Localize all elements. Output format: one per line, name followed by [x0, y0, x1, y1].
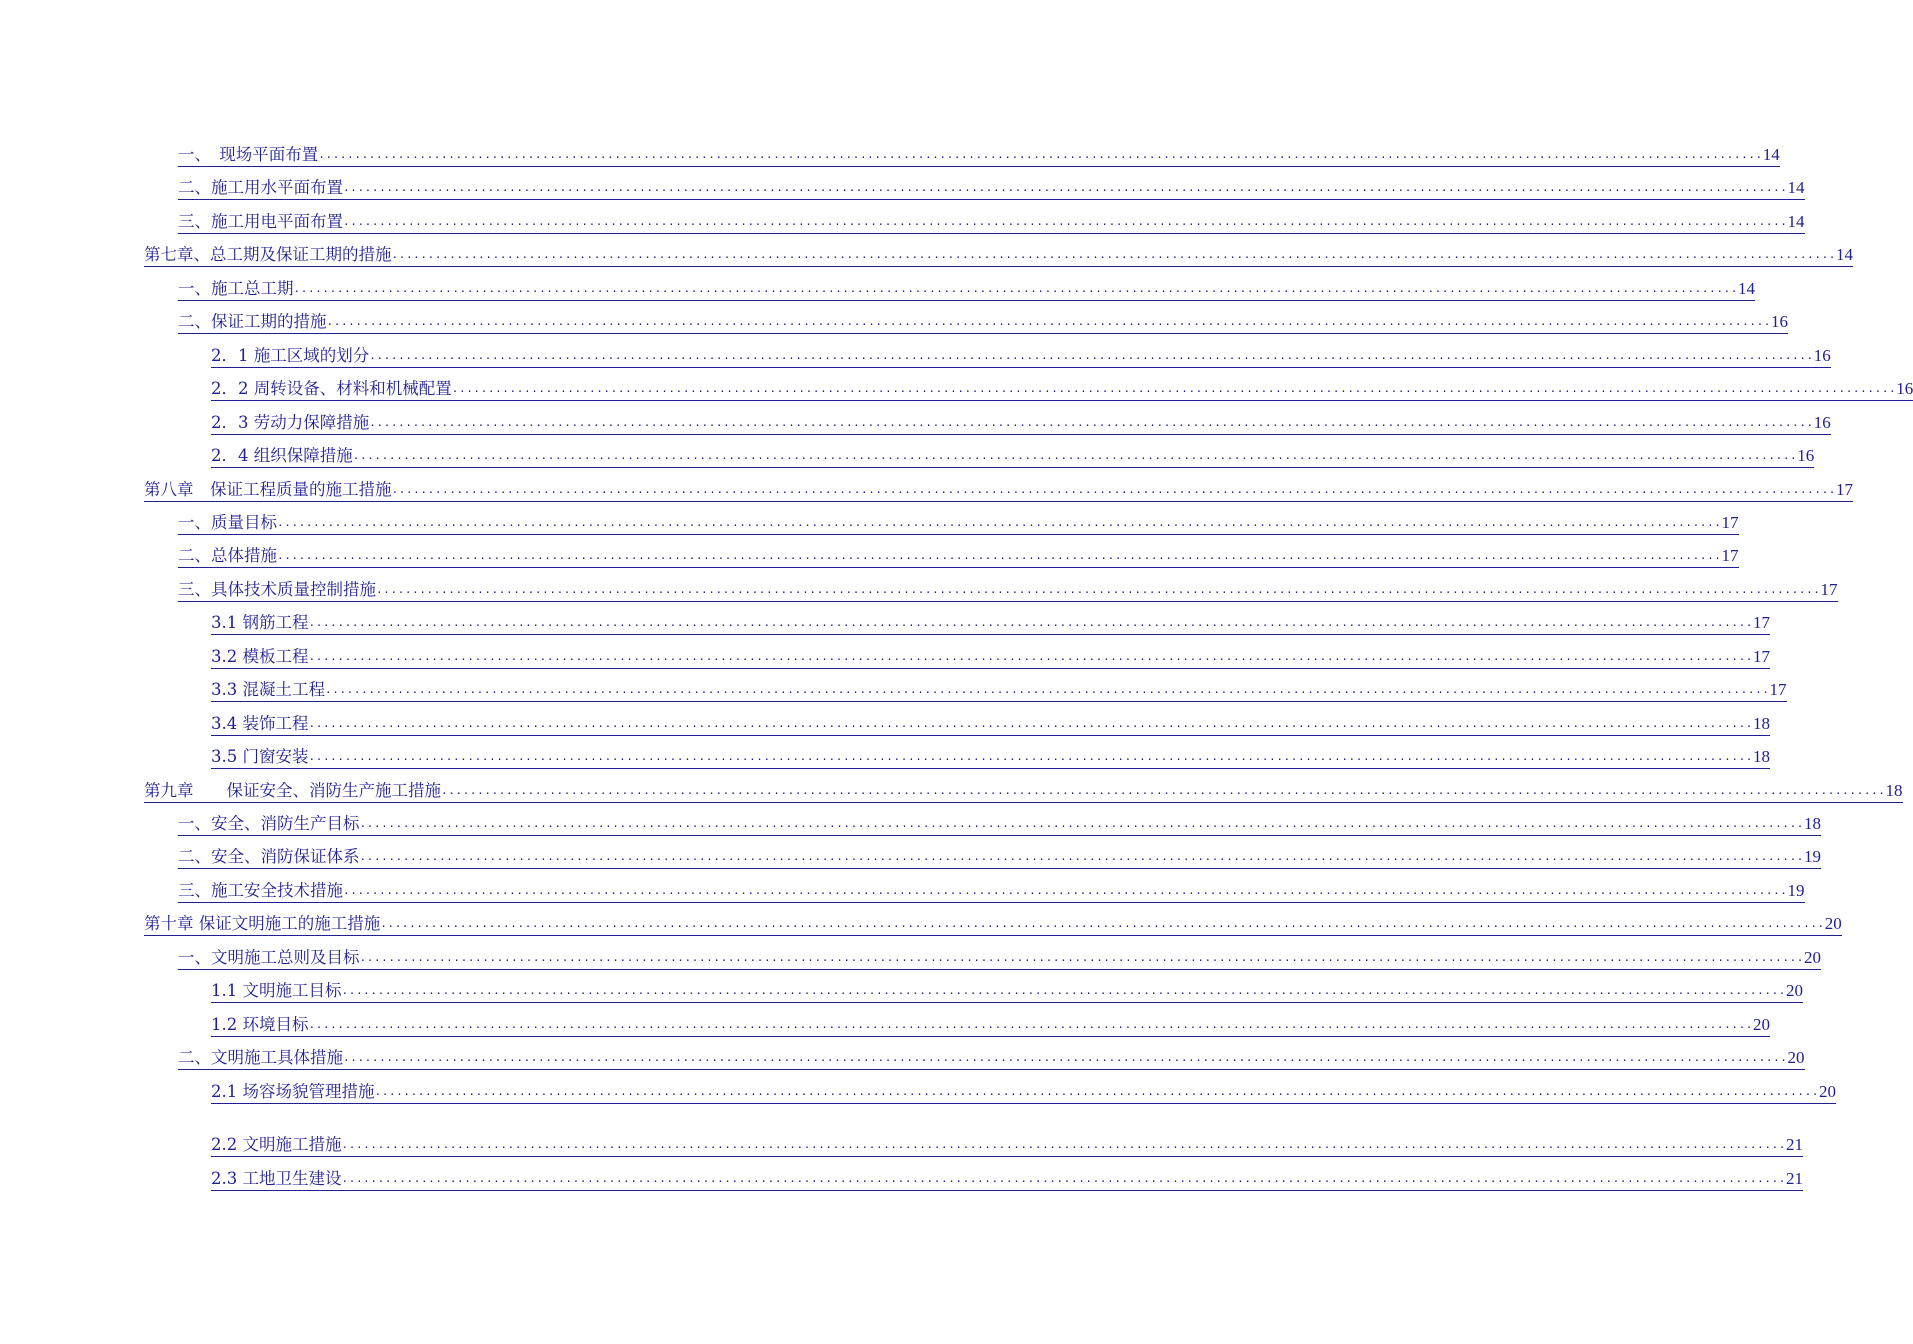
- toc-entry-page-number: 17: [1722, 513, 1739, 535]
- toc-entry-title: 三、施工安全技术措施: [178, 881, 343, 903]
- toc-entry-title: 二、保证工期的措施: [178, 312, 327, 334]
- toc-entry[interactable]: [178, 812, 1822, 836]
- toc-dot-leader: ........................................................................................................................................................................................................: [360, 948, 1805, 970]
- toc-entry-page-number: 20: [1788, 1048, 1805, 1070]
- toc-entry-page-number: 21: [1786, 1169, 1803, 1191]
- toc-entry-title: 3.3 混凝土工程: [211, 680, 325, 702]
- toc-entry[interactable]: [178, 544, 1739, 568]
- toc-entry-title: 一、文明施工总则及目标: [178, 948, 360, 970]
- toc-entry-title: 2．3 劳动力保障措施: [211, 413, 369, 435]
- toc-entry-title: 1.1 文明施工目标: [211, 981, 342, 1003]
- toc-entry[interactable]: [178, 210, 1805, 234]
- toc-dot-leader: ........................................................................................................................................................................................................: [360, 814, 1805, 836]
- toc-entry-title: 一、 现场平面布置: [178, 145, 318, 167]
- toc-entry-page-number: 20: [1819, 1082, 1836, 1104]
- toc-entry-page-number: 17: [1753, 613, 1770, 635]
- toc-dot-leader: ........................................................................................................................................................................................................: [343, 212, 1788, 234]
- toc-dot-leader: ........................................................................................................................................................................................................: [376, 580, 1821, 602]
- toc-entry[interactable]: [211, 678, 1787, 702]
- toc-dot-leader: ........................................................................................................................................................................................................: [375, 1082, 1820, 1104]
- toc-dot-leader: ........................................................................................................................................................................................................: [392, 245, 1837, 267]
- toc-dot-leader: ........................................................................................................................................................................................................: [309, 747, 1754, 769]
- toc-entry-title: 一、施工总工期: [178, 279, 294, 301]
- toc-entry-page-number: 16: [1797, 446, 1814, 468]
- toc-dot-leader: ........................................................................................................................................................................................................: [452, 379, 1897, 401]
- toc-entry[interactable]: [178, 946, 1822, 970]
- toc-entry[interactable]: [211, 444, 1815, 468]
- toc-entry-title: 二、总体措施: [178, 546, 277, 568]
- toc-entry-title: 第七章、总工期及保证工期的措施: [144, 245, 392, 267]
- toc-entry[interactable]: [211, 745, 1771, 769]
- toc-entry-title: 1.2 环境目标: [211, 1015, 309, 1037]
- toc-entry[interactable]: [211, 979, 1804, 1003]
- toc-dot-leader: ........................................................................................................................................................................................................: [294, 279, 1739, 301]
- toc-entry-title: 3.1 钢筋工程: [211, 613, 309, 635]
- toc-entry-title: 一、质量目标: [178, 513, 277, 535]
- toc-entry[interactable]: [178, 277, 1756, 301]
- toc-entry-title: 二、安全、消防保证体系: [178, 847, 360, 869]
- toc-dot-leader: ........................................................................................................................................................................................................: [441, 781, 1886, 803]
- toc-entry-title: 2．4 组织保障措施: [211, 446, 353, 468]
- toc-entry[interactable]: [144, 478, 1854, 502]
- toc-entry[interactable]: [144, 912, 1842, 936]
- toc-entry-page-number: 20: [1753, 1015, 1770, 1037]
- toc-dot-leader: ........................................................................................................................................................................................................: [325, 680, 1770, 702]
- toc-entry-title: 一、安全、消防生产目标: [178, 814, 360, 836]
- toc-entry-title: 2．1 施工区域的划分: [211, 346, 369, 368]
- toc-dot-leader: ........................................................................................................................................................................................................: [327, 312, 1772, 334]
- toc-entry-page-number: 14: [1836, 245, 1853, 267]
- toc-entry-title: 2.3 工地卫生建设: [211, 1169, 342, 1191]
- toc-entry-page-number: 21: [1786, 1135, 1803, 1157]
- toc-entry[interactable]: [178, 143, 1780, 167]
- toc-dot-leader: ........................................................................................................................................................................................................: [380, 914, 1825, 936]
- toc-entry-page-number: 19: [1788, 881, 1805, 903]
- toc-entry-title: 二、文明施工具体措施: [178, 1048, 343, 1070]
- toc-entry-title: 第九章 保证安全、消防生产施工措施: [144, 781, 441, 803]
- toc-entry[interactable]: [211, 1133, 1804, 1157]
- toc-entry-title: 2.2 文明施工措施: [211, 1135, 342, 1157]
- toc-entry-page-number: 17: [1753, 647, 1770, 669]
- toc-entry-page-number: 18: [1753, 714, 1770, 736]
- toc-entry[interactable]: [211, 712, 1771, 736]
- toc-entry-page-number: 16: [1896, 379, 1913, 401]
- toc-entry-page-number: 17: [1821, 580, 1838, 602]
- toc-entry-title: 3.2 模板工程: [211, 647, 309, 669]
- toc-entry-page-number: 18: [1886, 781, 1903, 803]
- toc-entry-title: 2.1 场容场貌管理措施: [211, 1082, 375, 1104]
- toc-entry-title: 2．2 周转设备、材料和机械配置: [211, 379, 452, 401]
- toc-dot-leader: ........................................................................................................................................................................................................: [369, 413, 1814, 435]
- toc-entry-page-number: 17: [1722, 546, 1739, 568]
- toc-entry-page-number: 18: [1804, 814, 1821, 836]
- toc-entry[interactable]: [211, 611, 1771, 635]
- toc-entry[interactable]: [178, 310, 1789, 334]
- toc-entry-title: 3.4 装饰工程: [211, 714, 309, 736]
- toc-dot-leader: ........................................................................................................................................................................................................: [342, 981, 1787, 1003]
- toc-dot-leader: ........................................................................................................................................................................................................: [353, 446, 1798, 468]
- toc-dot-leader: ........................................................................................................................................................................................................: [309, 613, 1754, 635]
- toc-dot-leader: ........................................................................................................................................................................................................: [309, 1015, 1754, 1037]
- toc-dot-leader: ........................................................................................................................................................................................................: [342, 1169, 1787, 1191]
- toc-entry-page-number: 18: [1753, 747, 1770, 769]
- toc-entry-page-number: 20: [1804, 948, 1821, 970]
- toc-dot-leader: ........................................................................................................................................................................................................: [392, 480, 1837, 502]
- toc-entry-title: 3.5 门窗安装: [211, 747, 309, 769]
- toc-entry[interactable]: [178, 879, 1805, 903]
- toc-dot-leader: ........................................................................................................................................................................................................: [343, 1048, 1788, 1070]
- toc-entry-title: 三、施工用电平面布置: [178, 212, 343, 234]
- toc-dot-leader: ........................................................................................................................................................................................................: [277, 546, 1722, 568]
- toc-dot-leader: ........................................................................................................................................................................................................: [309, 647, 1754, 669]
- toc-dot-leader: ........................................................................................................................................................................................................: [277, 513, 1722, 535]
- toc-entry-page-number: 16: [1814, 346, 1831, 368]
- toc-entry-page-number: 14: [1788, 212, 1805, 234]
- toc-entry[interactable]: [211, 1080, 1837, 1104]
- toc-entry[interactable]: [144, 779, 1903, 803]
- toc-entry[interactable]: [178, 845, 1822, 869]
- toc-dot-leader: ........................................................................................................................................................................................................: [360, 847, 1805, 869]
- toc-entry[interactable]: [211, 411, 1831, 435]
- toc-entry-page-number: 14: [1738, 279, 1755, 301]
- toc-entry-page-number: 20: [1825, 914, 1842, 936]
- toc-dot-leader: ........................................................................................................................................................................................................: [343, 178, 1788, 200]
- toc-entry[interactable]: [178, 176, 1805, 200]
- toc-entry-page-number: 16: [1814, 413, 1831, 435]
- toc-entry-page-number: 17: [1770, 680, 1787, 702]
- toc-entry[interactable]: [178, 1046, 1805, 1070]
- toc-entry-page-number: 20: [1786, 981, 1803, 1003]
- toc-entry[interactable]: [211, 645, 1771, 669]
- toc-entry[interactable]: [211, 344, 1831, 368]
- toc-entry-page-number: 17: [1836, 480, 1853, 502]
- toc-entry[interactable]: [211, 377, 1913, 401]
- toc-entry-page-number: 16: [1771, 312, 1788, 334]
- toc-entry-title: 三、具体技术质量控制措施: [178, 580, 376, 602]
- toc-entry[interactable]: [178, 511, 1739, 535]
- toc-entry-page-number: 14: [1788, 178, 1805, 200]
- toc-entry[interactable]: [211, 1013, 1771, 1037]
- toc-entry-title: 第八章 保证工程质量的施工措施: [144, 480, 392, 502]
- toc-entry-title: 第十章 保证文明施工的施工措施: [144, 914, 380, 936]
- toc-dot-leader: ........................................................................................................................................................................................................: [369, 346, 1814, 368]
- toc-dot-leader: ........................................................................................................................................................................................................: [343, 881, 1788, 903]
- toc-dot-leader: ........................................................................................................................................................................................................: [309, 714, 1754, 736]
- toc-entry-page-number: 19: [1804, 847, 1821, 869]
- toc-entry-page-number: 14: [1763, 145, 1780, 167]
- toc-entry[interactable]: [144, 243, 1854, 267]
- toc-dot-leader: ........................................................................................................................................................................................................: [318, 145, 1763, 167]
- toc-entry[interactable]: [178, 578, 1838, 602]
- toc-entry[interactable]: [211, 1167, 1804, 1191]
- toc-entry-title: 二、施工用水平面布置: [178, 178, 343, 200]
- toc-dot-leader: ........................................................................................................................................................................................................: [342, 1135, 1787, 1157]
